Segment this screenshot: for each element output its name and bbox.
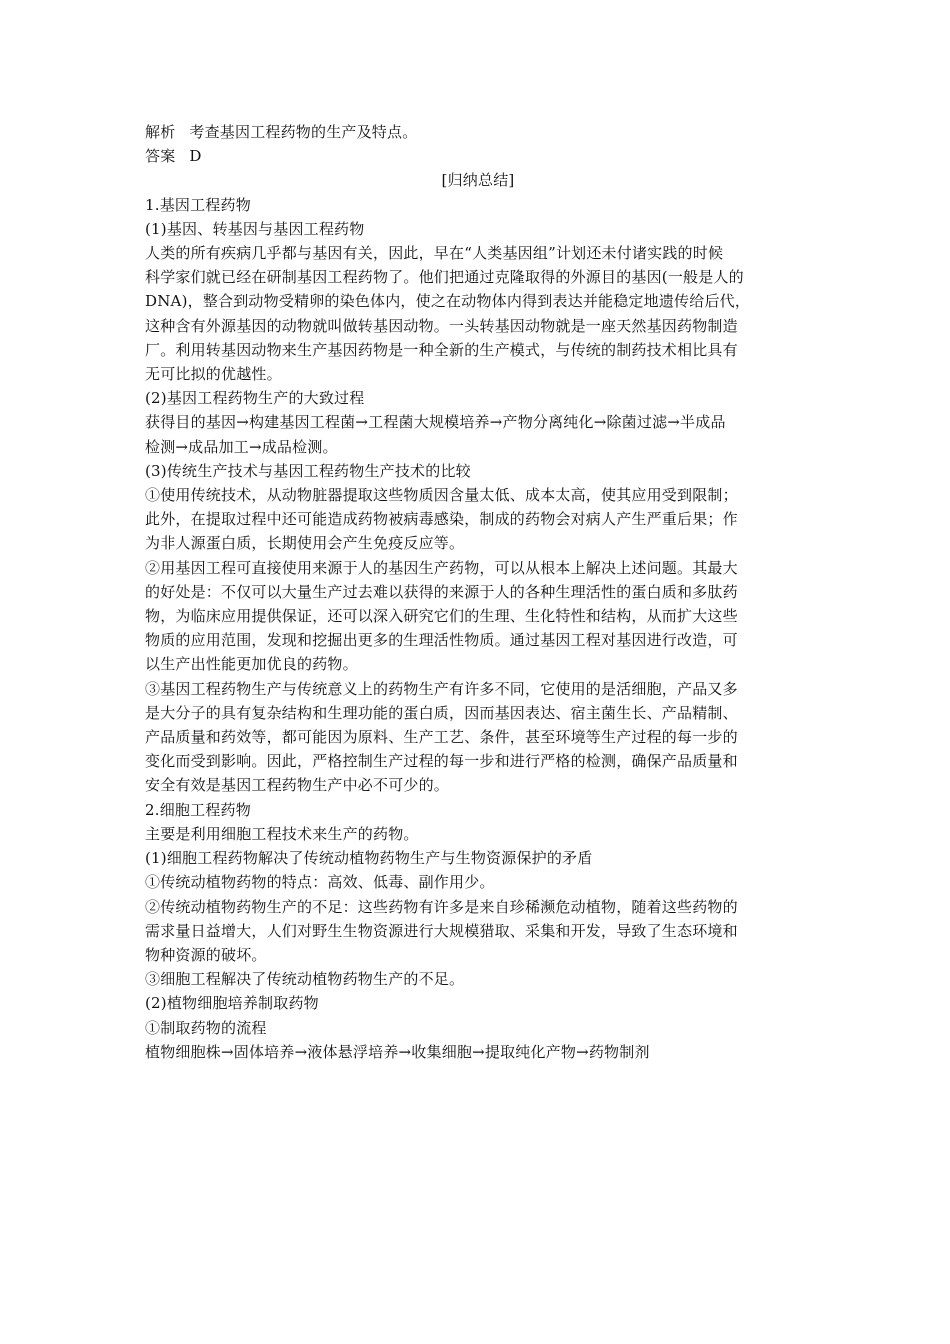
text-line: 这种含有外源基因的动物就叫做转基因动物。一头转基因动物就是一座天然基因药物制造 [145,316,738,335]
text-line: 的好处是：不仅可以大量生产过去难以获得的来源于人的各种生理活性的蛋白质和多肽药 [145,582,738,601]
document-page [145,120,811,1064]
text-line: ①传统动植物药物的特点：高效、低毒、副作用少。 [145,873,495,892]
text-line: (1)基因、转基因与基因工程药物 [145,219,365,238]
text-line: 物种资源的破坏。 [145,945,267,964]
text-line: 产品质量和药效等，都可能因为原料、生产工艺、条件，甚至环境等生产过程的每一步的 [145,728,738,747]
answer-label: 答案 [145,147,176,166]
text-line: 无可比拟的优越性。 [145,365,282,384]
text-line: 为非人源蛋白质，长期使用会产生免疫反应等。 [145,534,465,553]
document-body [145,193,811,1064]
text-line: ③细胞工程解决了传统动植物药物生产的不足。 [145,970,465,989]
text-line: 是大分子的具有复杂结构和生理功能的蛋白质，因而基因表达、宿主菌生长、产品精制、 [145,703,738,722]
summary-heading: [归纳总结] [441,171,515,190]
text-line: (2)植物细胞培养制取药物 [145,994,319,1013]
analysis-line [145,120,811,144]
text-line: 物质的应用范围，发现和挖掘出更多的生理活性物质。通过基因工程对基因进行改造，可 [145,631,738,650]
text-line: ③基因工程药物生产与传统意义上的药物生产有许多不同，它使用的是活细胞，产品又多 [145,679,738,698]
text-line: ①使用传统技术，从动物脏器提取这些物质因含量太低、成本太高，使其应用受到限制； [145,486,738,505]
analysis-text: 考查基因工程药物的生产及特点。 [189,123,418,141]
answer-text: D [189,147,202,166]
text-line: ①制取药物的流程 [145,1018,267,1037]
text-line: 人类的所有疾病几乎都与基因有关，因此，早在“人类基因组”计划还未付诸实践的时候 [145,244,724,263]
text-line: ②传统动植物药物生产的不足：这些药物有许多是来自珍稀濒危动植物，随着这些药物的 [145,897,738,916]
text-line: ②用基因工程可直接使用来源于人的基因生产药物，可以从根本上解决上述问题。其最大 [145,558,738,577]
text-line: (1)细胞工程药物解决了传统动植物药物生产与生物资源保护的矛盾 [145,849,593,868]
text-line: 1.基因工程药物 [145,195,251,214]
text-line: 检测→成品加工→成品检测。 [145,437,338,456]
text-line: 2.细胞工程药物 [145,800,251,819]
text-line: 主要是利用细胞工程技术来生产的药物。 [145,824,419,843]
text-line: 此外，在提取过程中还可能造成药物被病毒感染，制成的药物会对病人产生严重后果；作 [145,510,738,529]
text-line: 厂。利用转基因动物来生产基因药物是一种全新的生产模式，与传统的制药技术相比具有 [145,340,738,359]
analysis-label: 解析 [145,123,176,141]
text-line: 需求量日益增大，人们对野生生物资源进行大规模猎取、采集和开发，导致了生态环境和 [145,921,738,940]
text-line: 科学家们就已经在研制基因工程药物了。他们把通过克隆取得的外源目的基因(一般是人的 [145,268,744,287]
text-line: 变化而受到影响。因此，严格控制生产过程的每一步和进行严格的检测，确保产品质量和 [145,752,738,771]
text-line: 安全有效是基因工程药物生产中必不可少的。 [145,776,450,795]
text-line: 以生产出性能更加优良的药物。 [145,655,358,674]
text-line: 植物细胞株→固体培养→液体悬浮培养→收集细胞→提取纯化产物→药物制剂 [145,1042,650,1061]
text-line: (3)传统生产技术与基因工程药物生产技术的比较 [145,461,471,480]
text-line: DNA)，整合到动物受精卵的染色体内，使之在动物体内得到表达并能稳定地遗传给后代， [145,292,751,311]
text-line: 物，为临床应用提供保证，还可以深入研究它们的生理、生化特性和结构，从而扩大这些 [145,607,738,626]
text-line: (2)基因工程药物生产的大致过程 [145,389,365,408]
text-line: 获得目的基因→构建基因工程菌→工程菌大规模培养→产物分离纯化→除菌过滤→半成品 [145,413,726,432]
answer-line [145,144,811,168]
